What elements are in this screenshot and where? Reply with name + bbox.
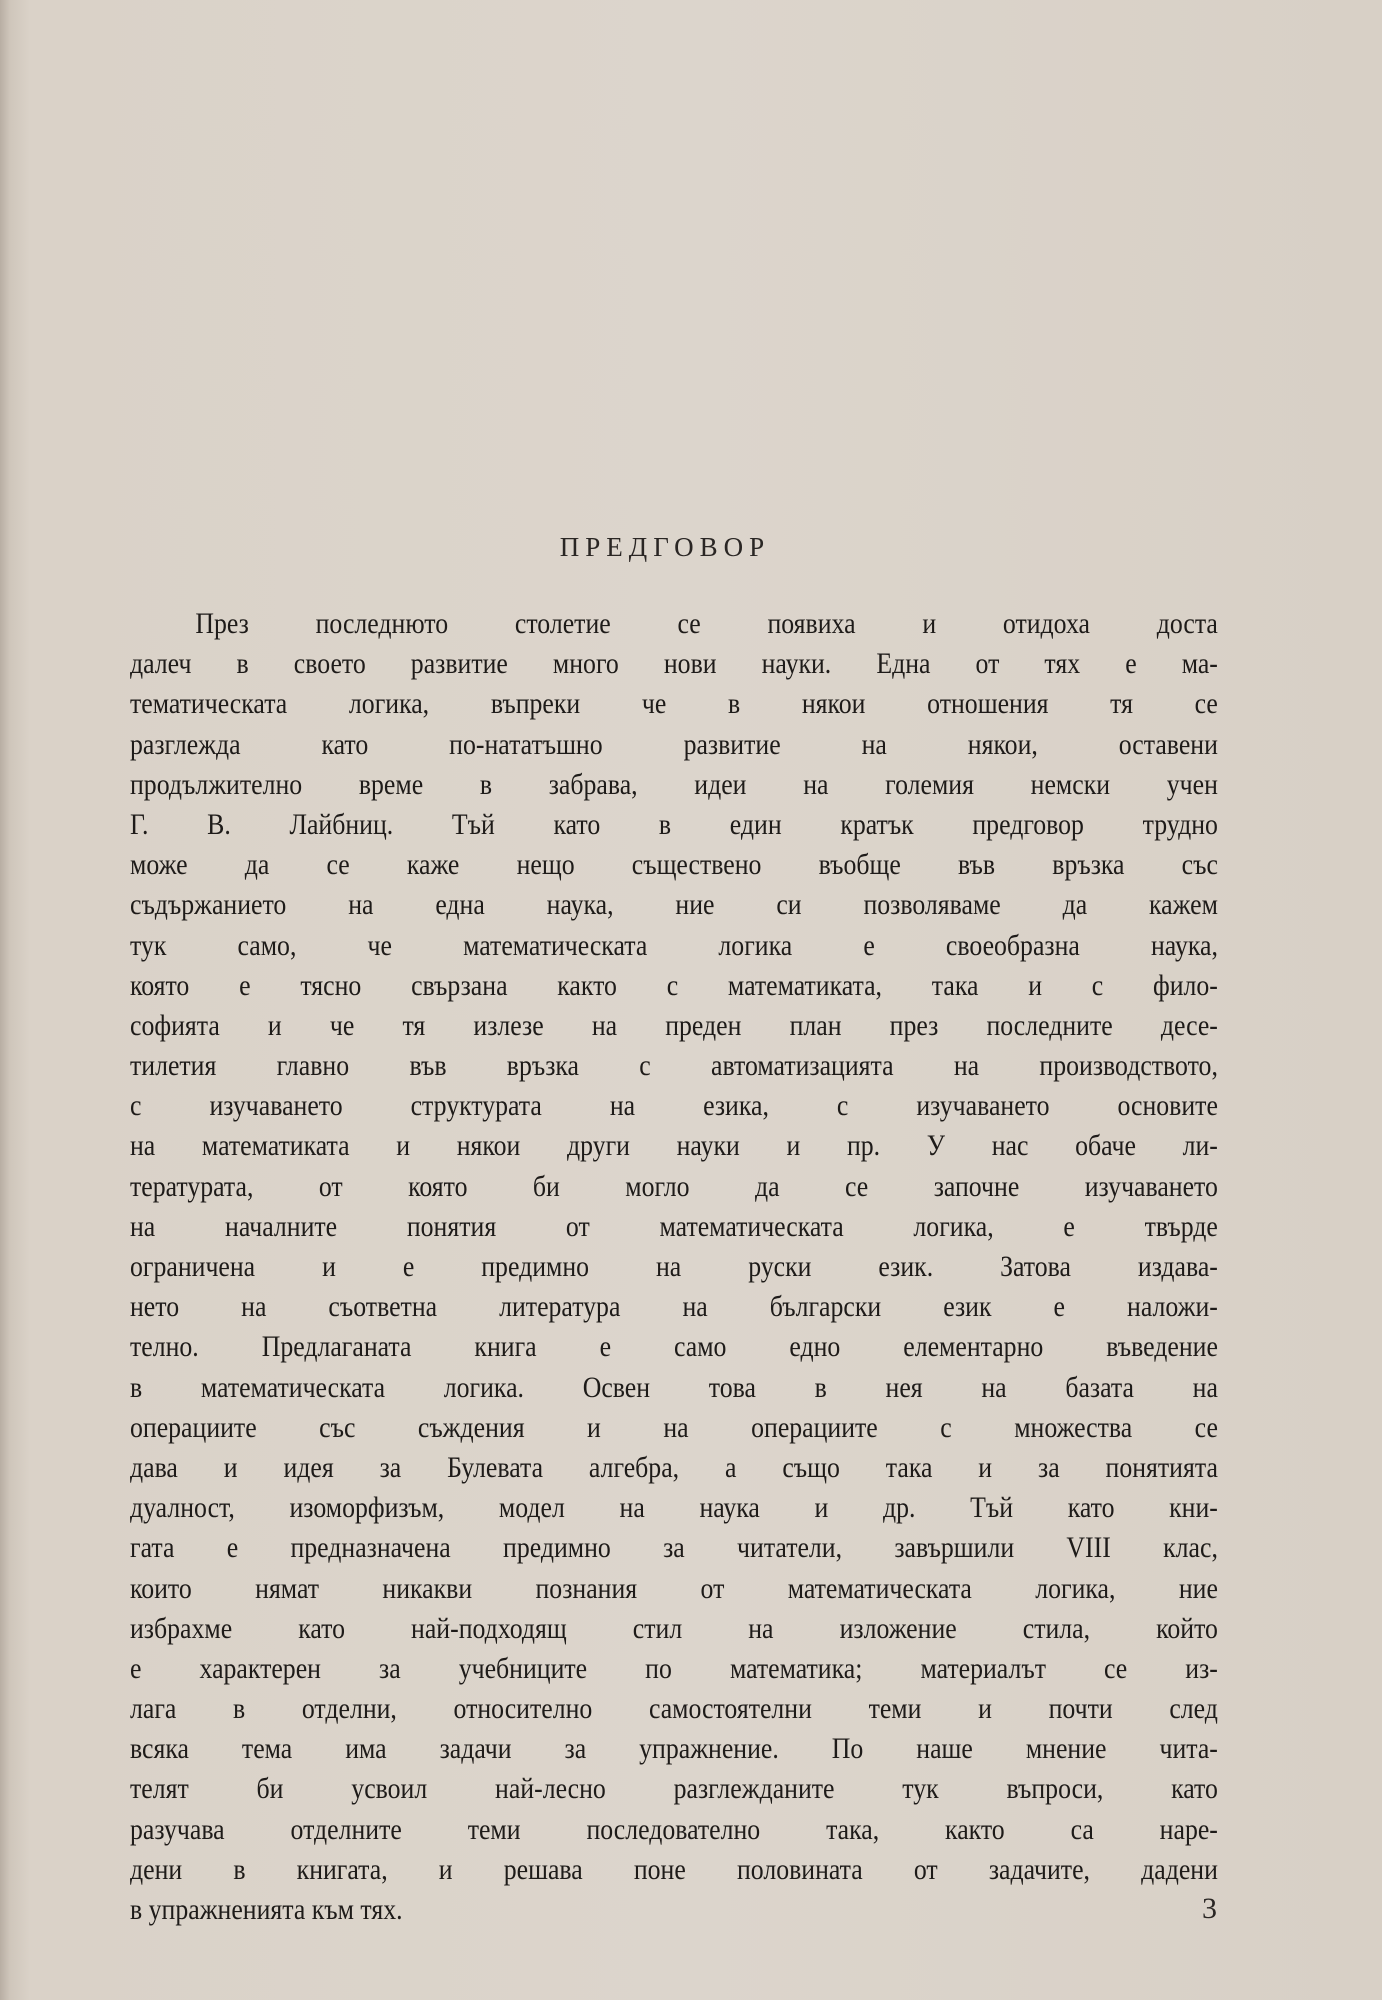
text-line: телят би усвоил най-лесно разглежданите тук въпроси, като (130, 1772, 1218, 1806)
text-line: на математиката и някои други науки и пр. У нас обаче ли- (130, 1129, 1218, 1163)
text-line: Г. В. Лайбниц. Тъй като в един кратък предговор трудно (130, 807, 1218, 841)
text-line: избрахме като най-подходящ стил на изложение стила, който (130, 1611, 1218, 1645)
text-line: която е тясно свързана както с математиката, така и с фило- (130, 968, 1218, 1002)
text-line: софията и че тя излезе на преден план през последните десе- (130, 1008, 1218, 1042)
text-line: операциите със съждения и на операциите с множества се (130, 1410, 1218, 1444)
page-heading: ПРЕДГОВОР (559, 532, 771, 562)
text-line: нето на съответна литература на български език е наложи- (130, 1290, 1218, 1324)
text-line: може да се каже нещо съществено въобще във връзка със (130, 848, 1218, 882)
text-line: в упражненията към тях. (130, 1893, 403, 1926)
text-line: тематическата логика, въпреки че в някои отношения тя се (130, 687, 1218, 721)
text-line: на началните понятия от математическата логика, е твърде (130, 1209, 1218, 1243)
text-line: с изучаването структурата на езика, с изучаването основите (130, 1089, 1218, 1123)
text-line: ограничена и е предимно на руски език. Затова издава- (130, 1250, 1218, 1283)
text-line: гата е предназначена предимно за читатели, завършили VIII клас, (130, 1531, 1218, 1565)
text-line: всяка тема има задачи за упражнение. По наше мнение чита- (130, 1732, 1218, 1766)
text-line: дени в книгата, и решава поне половината от задачите, дадени (130, 1852, 1218, 1886)
text-line: които нямат никакви познания от математическата логика, ние (130, 1571, 1218, 1605)
page-number: 3 (1202, 1892, 1217, 1925)
text-line: продължително време в забрава, идеи на големия немски учен (130, 767, 1218, 801)
text-line: разучава отделните теми последователно така, както са наре- (130, 1812, 1218, 1846)
text-line: телно. Предлаганата книга е само едно елементарно въведение (130, 1330, 1218, 1364)
text-line: През последнюто столетие се появиха и отидоха доста (195, 607, 1218, 640)
text-line: далеч в своето развитие много нови науки. Една от тях е ма- (130, 647, 1218, 681)
text-line: съдържанието на една наука, ние си позволяваме да кажем (130, 888, 1218, 922)
text-line: е характерен за учебниците по математика; материалът се из- (130, 1651, 1218, 1685)
text-line: лага в отделни, относително самостоятелни теми и почти след (130, 1692, 1218, 1726)
text-line: в математическата логика. Освен това в нея на базата на (130, 1370, 1218, 1404)
preface-body (130, 604, 1218, 1930)
text-line: тературата, от която би могло да се започне изучаването (130, 1169, 1218, 1203)
text-line: тилетия главно във връзка с автоматизацията на производството, (130, 1049, 1218, 1083)
text-line: разглежда като по-нататъшно развитие на някои, оставени (130, 727, 1218, 761)
text-line: дава и идея за Булевата алгебра, а също така и за понятията (130, 1450, 1218, 1484)
text-line: тук само, че математическата логика е своеобразна наука, (130, 928, 1218, 962)
text-line: дуалност, изоморфизъм, модел на наука и др. Тъй като кни- (130, 1491, 1218, 1525)
